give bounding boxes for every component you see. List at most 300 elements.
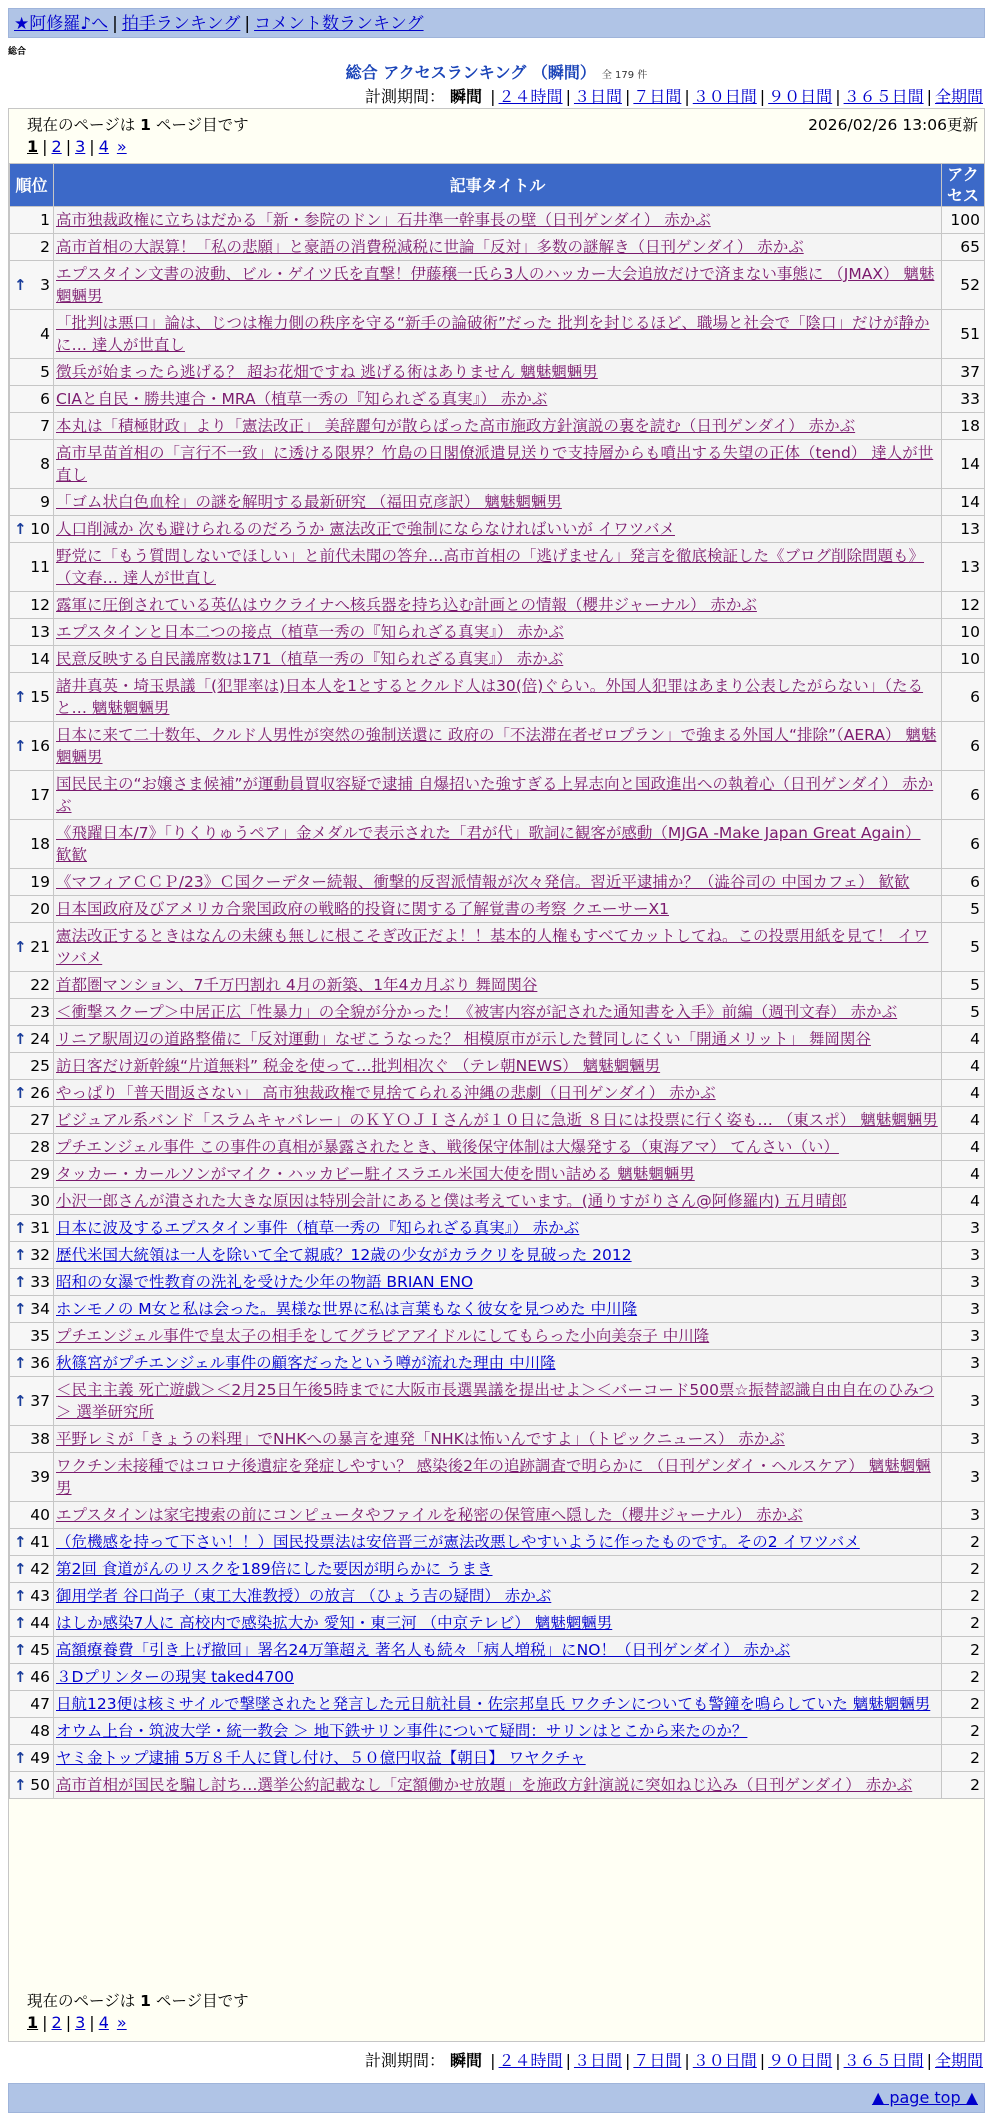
article-title-link[interactable]: 「ゴム状白色血栓」の謎を解明する最新研究 （福田克彦訳） 魑魅魍魎男 — [56, 493, 562, 511]
category-label: 総合 — [8, 47, 27, 57]
title-cell — [54, 1134, 942, 1161]
table-row — [10, 310, 985, 359]
rank-number: 19 — [30, 873, 50, 891]
home-link[interactable]: ★阿修羅♪へ — [14, 14, 109, 34]
article-title-link[interactable]: 高市首相の大誤算！「私の悲願」と豪語の消費税減税に世論「反対」多数の謎解き（日刊ゲンダイ） 赤かぶ — [56, 238, 804, 256]
col-rank-header: 順位 — [10, 164, 54, 207]
title-cell — [54, 619, 942, 646]
title-cell — [54, 1426, 942, 1453]
title-cell — [54, 1053, 942, 1080]
pager-bottom — [27, 2013, 127, 2032]
title-cell — [54, 1269, 942, 1296]
article-title-link[interactable]: ビジュアル系バンド「スラムキャバレー」のＫＹＯＪＩさんが１０日に急逝 ８日には投票に行く姿も… （東スポ） 魑魅魍魎男 — [56, 1111, 938, 1129]
rank-up-arrow-icon: ↑ — [14, 1273, 27, 1291]
rank-number: 32 — [30, 1246, 50, 1264]
separator: | — [926, 2051, 932, 2070]
article-title-link[interactable]: （危機感を持って下さい！！）国民投票法は安倍晋三が憲法改悪しやすいように作ったものです。その2 イワツバメ — [56, 1533, 860, 1551]
title-cell — [54, 896, 942, 923]
pager-top — [27, 137, 127, 156]
rank-cell — [10, 673, 54, 722]
rank-up-arrow-icon: ↑ — [14, 1300, 27, 1318]
article-title-link[interactable]: 高市早苗首相の「言行不一致」に透ける限界？竹島の日閣僚派遣見送りで支持層からも噴出する失望の正体（tend） 達人が世直し — [56, 444, 934, 484]
article-title-link[interactable]: 露軍に圧倒されている英仏はウクライナへ核兵器を持ち込む計画との情報（櫻井ジャーナル） 赤かぶ — [56, 596, 757, 614]
access-count: 6 — [942, 869, 985, 896]
access-count: 3 — [942, 1215, 985, 1242]
rank-number: 27 — [30, 1111, 50, 1129]
spacer — [109, 2013, 117, 2032]
applause-ranking-link[interactable]: 拍手ランキング — [121, 14, 241, 34]
rank-number: 41 — [30, 1533, 50, 1551]
title-cell — [54, 1026, 942, 1053]
rank-number: 9 — [40, 493, 50, 511]
article-title-link[interactable]: エプスタインと日本二つの接点（植草一秀の『知られざる真実』） 赤かぶ — [56, 623, 564, 641]
rank-up-arrow-icon: ↑ — [14, 938, 27, 956]
rank-cell — [10, 972, 54, 999]
access-count: 10 — [942, 619, 985, 646]
rank-up-arrow-icon: ↑ — [14, 1614, 27, 1632]
period-link[interactable]: ３日間 — [573, 87, 622, 106]
access-count: 100 — [942, 207, 985, 234]
access-count: 18 — [942, 413, 985, 440]
access-count: 10 — [942, 646, 985, 673]
period-link[interactable]: ３日間 — [573, 2051, 622, 2070]
pager-next[interactable]: » — [116, 137, 127, 156]
table-row — [10, 1377, 985, 1426]
access-count: 14 — [942, 489, 985, 516]
table-row — [10, 489, 985, 516]
rank-cell — [10, 1269, 54, 1296]
page-status — [27, 113, 249, 135]
page-info-text: 現在のページは — [27, 1992, 136, 2010]
pager-current[interactable]: 1 — [27, 137, 39, 156]
article-title-link[interactable]: ３Dプリンターの現実 taked4700 — [56, 1668, 294, 1686]
rank-number: 17 — [30, 786, 50, 804]
article-title-link[interactable]: 《マフィアＣＣＰ/23》Ｃ国クーデター続報、衝撃的反習派情報が次々発信。習近平逮捕か？（澁谷司の 中国カフェ） 歓歓 — [56, 873, 910, 891]
rank-number: 8 — [40, 455, 50, 473]
table-row — [10, 722, 985, 771]
title-cell — [54, 1323, 942, 1350]
article-title-link[interactable]: 《飛躍日本/7》「りくりゅうペア」金メダルで表示された「君が代」歌詞に観客が感動（MJGA -Make Japan Great Again） 歓歓 — [56, 824, 921, 864]
page-suffix: ページ目です — [155, 116, 249, 134]
access-count: 2 — [942, 1583, 985, 1610]
rank-up-arrow-icon: ↑ — [14, 1776, 27, 1794]
period-link[interactable]: ７日間 — [633, 2051, 682, 2070]
rank-up-arrow-icon: ↑ — [14, 1587, 27, 1605]
rank-cell — [10, 646, 54, 673]
table-row — [10, 1215, 985, 1242]
rank-cell — [10, 543, 54, 592]
rank-number: 24 — [30, 1030, 50, 1048]
article-title-link[interactable]: 歴代米国大統領は一人を除いて全て親戚？12歳の少女がカラクリを見破った 2012 — [56, 1246, 632, 1264]
pager-link[interactable]: 2 — [51, 137, 62, 156]
table-row — [10, 1691, 985, 1718]
access-count: 3 — [942, 1350, 985, 1377]
rank-number: 48 — [30, 1722, 50, 1740]
table-row — [10, 1107, 985, 1134]
table-row — [10, 1610, 985, 1637]
table-row — [10, 1053, 985, 1080]
rank-cell — [10, 1718, 54, 1745]
rank-cell — [10, 1296, 54, 1323]
title-cell — [54, 207, 942, 234]
rank-cell — [10, 234, 54, 261]
page-info-text: 現在のページは — [27, 116, 136, 134]
total-count: 全 179 件 — [601, 70, 648, 81]
article-title-link[interactable]: 人口削減か 次も避けられるのだろうか 憲法改正で強制にならなければいいが イワツバメ — [56, 520, 675, 538]
table-row — [10, 234, 985, 261]
access-count: 3 — [942, 1242, 985, 1269]
access-count: 14 — [942, 440, 985, 489]
period-link[interactable]: ３６５日間 — [843, 87, 924, 106]
article-title-link[interactable]: 徴兵が始まったら逃げる？ 超お花畑ですね 逃げる術はありません 魑魅魍魎男 — [56, 363, 598, 381]
separator: | — [565, 87, 571, 106]
pager-link[interactable]: 3 — [75, 137, 86, 156]
rank-cell — [10, 1026, 54, 1053]
access-count: 5 — [942, 972, 985, 999]
article-title-link[interactable]: ＜民主主義 死亡遊戯＞＜2月25日午後5時までに大阪市長選異議を提出せよ＞＜バーコード500票☆振替認識自由自在のひみつ＞ 選挙研究所 — [56, 1381, 935, 1421]
article-title-link[interactable]: 昭和の女瀑で性教育の洗礼を受けた少年の物語 BRIAN ENO — [56, 1273, 474, 1291]
rank-up-arrow-icon: ↑ — [14, 1560, 27, 1578]
access-count: 51 — [942, 310, 985, 359]
rank-up-arrow-icon: ↑ — [14, 1030, 27, 1048]
separator: | — [490, 87, 496, 106]
rank-cell — [10, 489, 54, 516]
rank-cell — [10, 1453, 54, 1502]
article-title-link[interactable]: リニア駅周辺の道路整備に「反対運動」なぜこうなった？ 相模原市が示した賛同しにくい「開通メリット」 舞岡関谷 — [56, 1030, 871, 1048]
article-title-link[interactable]: 国民民主の“お嬢さま候補”が運動員買収容疑で逮捕 自爆招いた強すぎる上昇志向と国政進出への執着心（日刊ゲンダイ） 赤かぶ — [56, 775, 934, 815]
ranking-panel — [8, 108, 985, 2042]
rank-number: 30 — [30, 1192, 50, 1210]
title-cell — [54, 1242, 942, 1269]
rank-cell — [10, 619, 54, 646]
access-count: 6 — [942, 771, 985, 820]
rank-number: 49 — [30, 1749, 50, 1767]
rank-cell — [10, 1215, 54, 1242]
title-cell — [54, 1161, 942, 1188]
title-cell — [54, 1107, 942, 1134]
page-info-bottom — [27, 1989, 978, 2011]
rank-number: 16 — [30, 737, 50, 755]
table-row — [10, 592, 985, 619]
article-title-link[interactable]: ヤミ金トップ逮捕 5万８千人に貸し付け、５０億円収益【朝日】 ワヤクチャ — [56, 1749, 586, 1767]
article-title-link[interactable]: タッカー・カールソンがマイク・ハッカビー駐イスラエル米国大使を問い詰める 魑魅魍魎男 — [56, 1165, 695, 1183]
article-title-link[interactable]: エプスタインは家宅捜索の前にコンピュータやファイルを秘密の保管庫へ隠した（櫻井ジャーナル） 赤かぶ — [56, 1506, 803, 1524]
rank-number: 39 — [30, 1468, 50, 1486]
table-row — [10, 923, 985, 972]
rank-number: 37 — [30, 1392, 50, 1410]
access-count: 2 — [942, 1529, 985, 1556]
table-row — [10, 771, 985, 820]
rank-number: 4 — [40, 325, 50, 343]
rank-number: 6 — [40, 390, 50, 408]
access-count: 2 — [942, 1556, 985, 1583]
table-row — [10, 1161, 985, 1188]
period-link[interactable]: ９０日間 — [768, 2051, 833, 2070]
rank-cell — [10, 359, 54, 386]
rank-number: 29 — [30, 1165, 50, 1183]
rank-cell — [10, 261, 54, 310]
access-count: 6 — [942, 673, 985, 722]
rank-number: 18 — [30, 835, 50, 853]
access-count: 5 — [942, 896, 985, 923]
article-title-link[interactable]: 平野レミが「きょうの料理」でNHKへの暴言を連発「NHKは怖いんですよ」（トピックニュース） 赤かぶ — [56, 1430, 785, 1448]
article-title-link[interactable]: 本丸は「積極財政」より「憲法改正」 美辞麗句が散らばった高市施政方針演説の裏を読む（日刊ゲンダイ） 赤かぶ — [56, 417, 856, 435]
rank-cell — [10, 310, 54, 359]
table-row — [10, 1556, 985, 1583]
period-link[interactable]: ２４時間 — [498, 87, 563, 106]
table-row — [10, 619, 985, 646]
rank-up-arrow-icon: ↑ — [14, 1749, 27, 1767]
article-title-link[interactable]: プチエンジェル事件で皇太子の相手をしてグラビアアイドルにしてもらった小向美奈子 中川隆 — [56, 1327, 710, 1345]
rank-cell — [10, 1188, 54, 1215]
title-cell — [54, 1215, 942, 1242]
access-count: 5 — [942, 999, 985, 1026]
article-title-link[interactable]: 日本国政府及びアメリカ合衆国政府の戦略的投資に関する了解覚書の考察 クエーサーX1 — [56, 900, 670, 918]
title-cell — [54, 440, 942, 489]
title-cell — [54, 592, 942, 619]
pager-current[interactable]: 1 — [27, 2013, 39, 2032]
separator: | — [565, 2051, 571, 2070]
rank-up-arrow-icon: ↑ — [14, 276, 27, 294]
rank-cell — [10, 1664, 54, 1691]
separator: | — [490, 2051, 496, 2070]
title-cell — [54, 1529, 942, 1556]
table-row — [10, 413, 985, 440]
access-count: 52 — [942, 261, 985, 310]
rank-cell — [10, 1107, 54, 1134]
rank-cell — [10, 386, 54, 413]
separator: | — [244, 14, 251, 34]
rank-cell — [10, 1053, 54, 1080]
separator: | — [42, 2013, 48, 2032]
table-row — [10, 1583, 985, 1610]
separator: | — [684, 2051, 690, 2070]
title-cell — [54, 869, 942, 896]
access-count: 3 — [942, 1377, 985, 1426]
access-count: 13 — [942, 543, 985, 592]
page-top-link[interactable]: ▲ page top ▲ — [871, 2088, 978, 2107]
footer-bar — [8, 2083, 985, 2113]
article-title-link[interactable]: オウム上台・筑波大学・統一教会 ＞ 地下鉄サリン事件について疑問：サリンはとこから来たのか？ — [56, 1722, 748, 1740]
page-info-top — [27, 113, 978, 135]
table-row — [10, 820, 985, 869]
table-row — [10, 972, 985, 999]
access-count: 37 — [942, 359, 985, 386]
article-title-link[interactable]: エプスタイン文書の波動、ビル・ゲイツ氏を直撃！伊藤穣一氏ら3人のハッカー大会追放だけで済まない事態に （JMAX） 魑魅魍魎男 — [56, 265, 935, 305]
title-cell — [54, 310, 942, 359]
table-row — [10, 869, 985, 896]
separator: | — [835, 2051, 841, 2070]
separator: | — [835, 87, 841, 106]
rank-up-arrow-icon: ↑ — [14, 1354, 27, 1372]
article-title-link[interactable]: ホンモノの M女と私は会った。異様な世界に私は言葉もなく彼女を見つめた 中川隆 — [56, 1300, 638, 1318]
access-count: 13 — [942, 516, 985, 543]
pager-next[interactable]: » — [116, 2013, 127, 2032]
title-cell — [54, 1296, 942, 1323]
separator: | — [624, 2051, 631, 2070]
table-row — [10, 1269, 985, 1296]
title-cell — [54, 646, 942, 673]
table-row — [10, 1772, 985, 1799]
article-title-link[interactable]: 諸井真英・埼玉県議「(犯罪率は)日本人を1とするとクルド人は30(倍)ぐらい。外国人犯罪はあまり公表したがらない」（たると… 魑魅魍魎男 — [56, 677, 924, 717]
pager-link[interactable]: 2 — [51, 2013, 62, 2032]
ranking-title — [0, 60, 993, 83]
comment-ranking-link[interactable]: コメント数ランキング — [254, 14, 424, 34]
title-cell — [54, 234, 942, 261]
updated-timestamp: 2026/02/26 13:06更新 — [808, 116, 978, 134]
access-count: 3 — [942, 1296, 985, 1323]
article-title-link[interactable]: ＜衝撃スクープ＞中居正広「性暴力」の全貌が分かった！《被害内容が記された通知書を入手》前編（週刊文春） 赤かぶ — [56, 1003, 898, 1021]
period-link[interactable]: ７日間 — [633, 87, 682, 106]
article-title-link[interactable]: 訪日客だけ新幹線“片道無料” 税金を使って…批判相次ぐ （テレ朝NEWS） 魑魅魍魎男 — [56, 1057, 661, 1075]
rank-cell — [10, 896, 54, 923]
table-row — [10, 1718, 985, 1745]
access-count: 65 — [942, 234, 985, 261]
col-title-header: 記事タイトル — [54, 164, 942, 207]
rank-number: 12 — [30, 596, 50, 614]
rank-number: 10 — [30, 520, 50, 538]
access-count: 2 — [942, 1772, 985, 1799]
title-cell — [54, 489, 942, 516]
rank-number: 20 — [30, 900, 50, 918]
rank-number: 43 — [30, 1587, 50, 1605]
rank-cell — [10, 207, 54, 234]
title-cell — [54, 1453, 942, 1502]
access-count: 6 — [942, 722, 985, 771]
article-title-link[interactable]: はしか感染7人に 高校内で感染拡大か 愛知・東三河 （中京テレビ） 魑魅魍魎男 — [56, 1614, 613, 1632]
table-row — [10, 1637, 985, 1664]
rank-cell — [10, 1583, 54, 1610]
article-title-link[interactable]: 野党に「もう質問しないでほしい」と前代未聞の答弁…高市首相の「逃げません」発言を徹底検証した《ブログ削除問題も》（文春… 達人が世直し — [56, 547, 925, 587]
article-title-link[interactable]: 民意反映する自民議席数は171（植草一秀の『知られざる真実』） 赤かぶ — [56, 650, 564, 668]
period-link[interactable]: 全期間 — [934, 2051, 983, 2070]
rank-number: 50 — [30, 1776, 50, 1794]
table-row — [10, 1426, 985, 1453]
rank-number: 36 — [30, 1354, 50, 1372]
table-row — [10, 1296, 985, 1323]
pager-link[interactable]: 3 — [75, 2013, 86, 2032]
table-row — [10, 516, 985, 543]
rank-cell — [10, 869, 54, 896]
access-count: 2 — [942, 1718, 985, 1745]
article-title-link[interactable]: CIAと自民・勝共連合・MRA（植草一秀の『知られざる真実』） 赤かぶ — [56, 390, 548, 408]
period-link[interactable]: ９０日間 — [768, 87, 833, 106]
rank-number: 25 — [30, 1057, 50, 1075]
title-cell — [54, 722, 942, 771]
access-count: 4 — [942, 1188, 985, 1215]
title-cell — [54, 261, 942, 310]
table-row — [10, 1529, 985, 1556]
article-title-link[interactable]: 秋篠宮がプチエンジェル事件の顧客だったという噂が流れた理由 中川隆 — [56, 1354, 556, 1372]
ranking-table — [9, 163, 985, 1799]
article-title-link[interactable]: 首都圏マンション、7千万円割れ 4月の新築、1年4カ月ぶり 舞岡関谷 — [56, 976, 538, 994]
page-status-bottom — [27, 1989, 249, 2011]
separator: | — [89, 137, 95, 156]
rank-cell — [10, 1745, 54, 1772]
rank-number: 7 — [40, 417, 50, 435]
access-count: 33 — [942, 386, 985, 413]
period-label: 計測期間： — [364, 2051, 445, 2070]
article-title-link[interactable]: 御用学者 谷口尚子（東工大准教授）の放言 （ひょう吉の疑問） 赤かぶ — [56, 1587, 552, 1605]
period-link[interactable]: 全期間 — [934, 87, 983, 106]
separator: | — [926, 87, 932, 106]
rank-up-arrow-icon: ↑ — [14, 1392, 27, 1410]
article-title-link[interactable]: 憲法改正するときはなんの未練も無しに根こそぎ改正だよ！！基本的人権もすべてカットしてね。この投票用紙を見て！ イワツバメ — [56, 927, 929, 967]
article-title-link[interactable]: 「批判は悪口」論は、じつは権力側の秩序を守る“新手の論破術”だった 批判を封じるほど、職場と社会で「陰口」だけが静かに… 達人が世直し — [56, 314, 930, 354]
rank-number: 13 — [30, 623, 50, 641]
article-title-link[interactable]: 日本に波及するエプスタイン事件（植草一秀の『知られざる真実』） 赤かぶ — [56, 1219, 580, 1237]
period-label: 計測期間： — [364, 87, 445, 106]
rank-number: 3 — [40, 276, 50, 294]
rank-number: 11 — [30, 558, 50, 576]
page-suffix: ページ目です — [155, 1992, 249, 2010]
rank-number: 31 — [30, 1219, 50, 1237]
rank-cell — [10, 722, 54, 771]
access-count: 2 — [942, 1691, 985, 1718]
article-title-link[interactable]: ワクチン未接種ではコロナ後遺症を発症しやすい？ 感染後2年の追跡調査で明らかに （日刊ゲンダイ・ヘルスケア） 魑魅魍魎男 — [56, 1457, 931, 1497]
rank-up-arrow-icon: ↑ — [14, 1084, 27, 1102]
rank-number: 34 — [30, 1300, 50, 1318]
period-current: 瞬間 — [450, 87, 483, 106]
article-title-link[interactable]: 高市首相が国民を騙し討ち…選挙公約記載なし「定額働かせ放題」を施政方針演説に突如ねじ込み（日刊ゲンダイ） 赤かぶ — [56, 1776, 913, 1794]
rank-number: 21 — [30, 938, 50, 956]
separator: | — [759, 87, 766, 106]
article-title-link[interactable]: 日本に来て二十数年、クルド人男性が突然の強制送還に 政府の「不法滞在者ゼロプラン」で強まる外国人“排除”（AERA） 魑魅魍魎男 — [56, 726, 937, 766]
separator: | — [112, 14, 118, 34]
rank-up-arrow-icon: ↑ — [14, 1641, 27, 1659]
rank-up-arrow-icon: ↑ — [14, 1533, 27, 1551]
separator: | — [684, 87, 690, 106]
period-link[interactable]: ３６５日間 — [843, 2051, 924, 2070]
rank-cell — [10, 1323, 54, 1350]
table-row — [10, 1242, 985, 1269]
table-row — [10, 999, 985, 1026]
article-title-link[interactable]: やっぱり「普天間返さない」 高市独裁政権で見捨てられる沖縄の悲劇（日刊ゲンダイ） 赤かぶ — [56, 1084, 716, 1102]
ranking-table-body — [10, 207, 985, 1799]
article-title-link[interactable]: 高額療養費「引き上げ撤回」署名24万筆超え 著名人も続々「病人増税」にNO！（日刊ゲンダイ） 赤かぶ — [56, 1641, 791, 1659]
period-link[interactable]: ２４時間 — [498, 2051, 563, 2070]
ranking-title-text: 総合 アクセスランキング （瞬間） — [345, 63, 596, 82]
rank-number: 28 — [30, 1138, 50, 1156]
period-link[interactable]: ３０日間 — [692, 87, 757, 106]
rank-cell — [10, 999, 54, 1026]
title-cell — [54, 999, 942, 1026]
title-cell — [54, 1583, 942, 1610]
article-title-link[interactable]: 高市独裁政権に立ちはだかる「新・参院のドン」石井準一幹事長の壁（日刊ゲンダイ） 赤かぶ — [56, 211, 711, 229]
period-selector-bottom — [365, 2048, 983, 2071]
rank-cell — [10, 923, 54, 972]
table-header-row — [10, 164, 985, 207]
article-title-link[interactable]: プチエンジェル事件 この事件の真相が暴露されたとき、戦後保守体制は大爆発する（東海アマ） てんさい（い） — [56, 1138, 839, 1156]
title-cell — [54, 923, 942, 972]
article-title-link[interactable]: 第2回 食道がんのリスクを189倍にした要因が明らかに うまき — [56, 1560, 493, 1578]
rank-number: 44 — [30, 1614, 50, 1632]
article-title-link[interactable]: 日航123便は核ミサイルで撃墜されたと発言した元日航社員・佐宗邦皇氏 ワクチンについても警鐘を鳴らしていた 魑魅魍魎男 — [56, 1695, 931, 1713]
pager-link[interactable]: 4 — [98, 2013, 109, 2032]
title-cell — [54, 1718, 942, 1745]
separator: | — [65, 137, 72, 156]
title-cell — [54, 516, 942, 543]
period-link[interactable]: ３０日間 — [692, 2051, 757, 2070]
table-row — [10, 261, 985, 310]
table-row — [10, 1664, 985, 1691]
article-title-link[interactable]: 小沢一郎さんが潰された大きな原因は特別会計にあると僕は考えています。(通りすがりさん@阿修羅内) 五月晴郎 — [56, 1192, 847, 1210]
access-count: 3 — [942, 1269, 985, 1296]
rank-number: 46 — [30, 1668, 50, 1686]
rank-up-arrow-icon: ↑ — [14, 1246, 27, 1264]
table-row — [10, 1026, 985, 1053]
pager-link[interactable]: 4 — [98, 137, 109, 156]
